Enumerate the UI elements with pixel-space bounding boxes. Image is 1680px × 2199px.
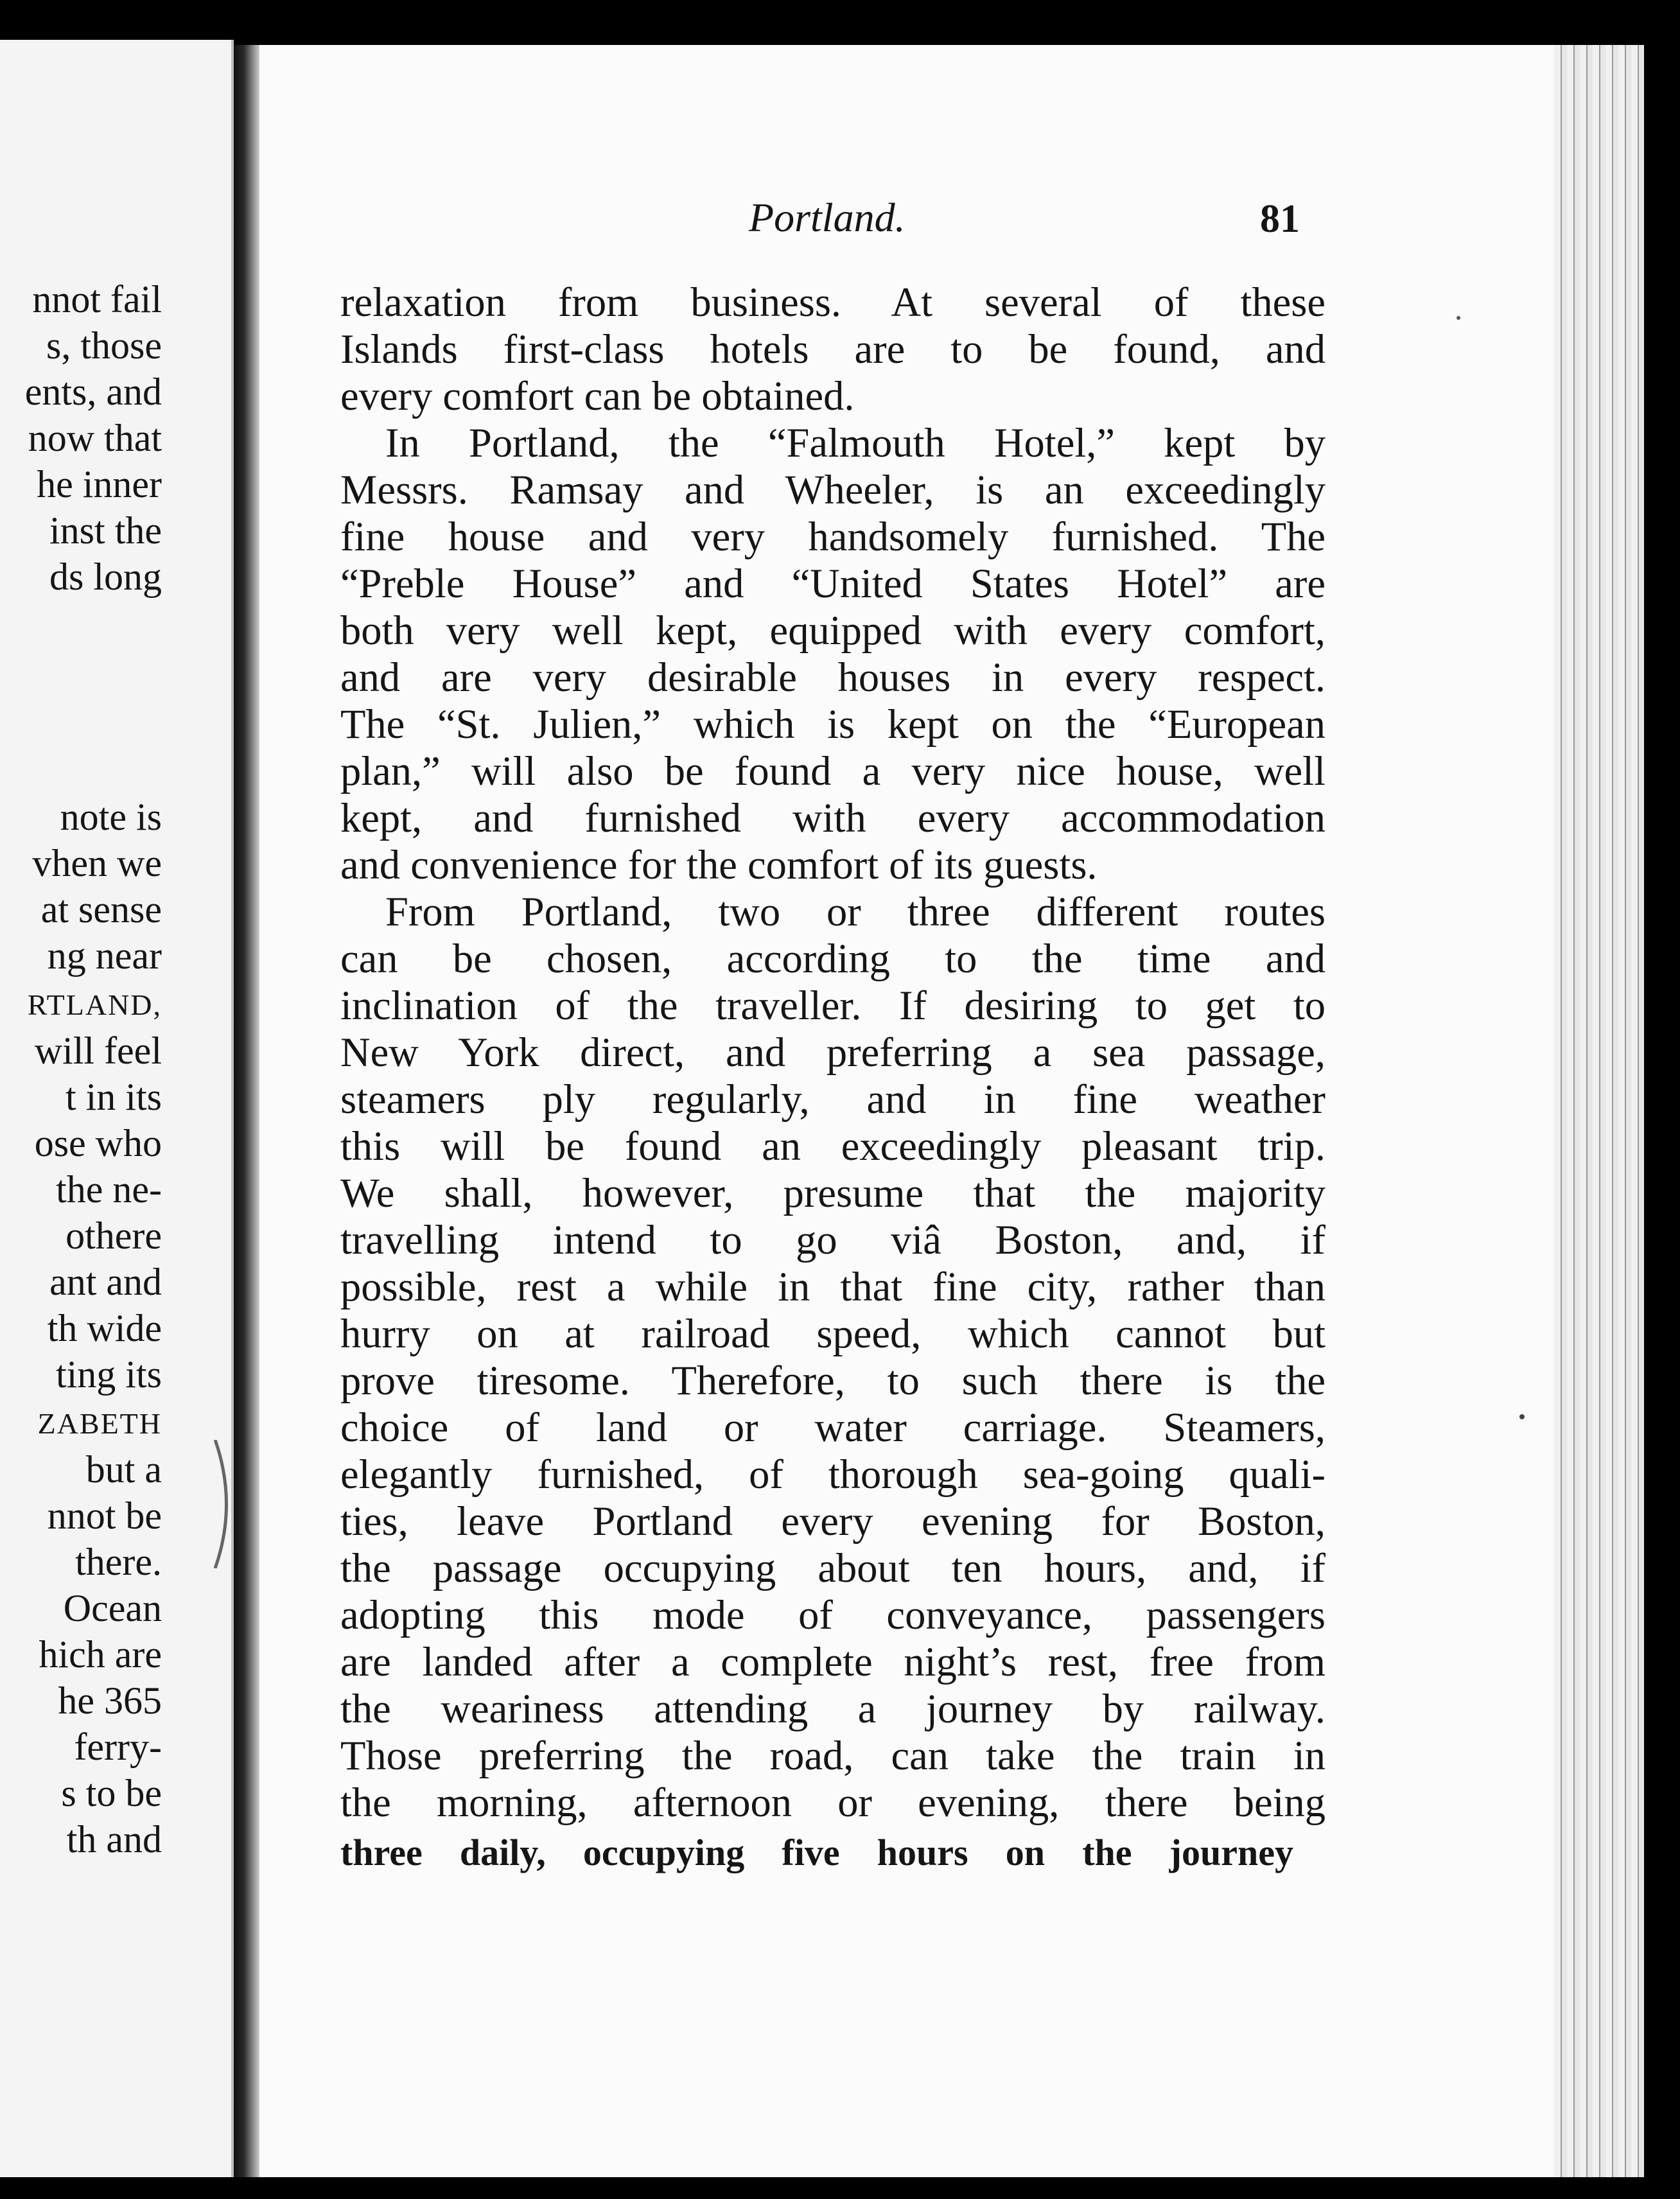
text-line: every comfort can be obtained. bbox=[340, 373, 855, 419]
left-line: ant and bbox=[49, 1261, 162, 1303]
left-line: ting its bbox=[55, 1353, 162, 1396]
text-line: kept, and furnished with every accommodation bbox=[340, 795, 1326, 841]
left-line: there. bbox=[75, 1541, 162, 1583]
left-line: RTLAND, bbox=[27, 988, 162, 1021]
text-line: steamers ply regularly, and in fine weather bbox=[340, 1076, 1326, 1122]
text-line: Those preferring the road, can take the train in bbox=[340, 1733, 1326, 1778]
scan-background-right bbox=[1644, 0, 1680, 2199]
left-line: ents, and bbox=[24, 371, 162, 413]
left-line: at sense bbox=[40, 888, 162, 931]
text-line: the weariness attending a journey by railway. bbox=[340, 1686, 1326, 1731]
scan-speck bbox=[1457, 316, 1460, 320]
text-line: The “St. Julien,” which is kept on the “European bbox=[340, 701, 1326, 747]
left-line: note is bbox=[60, 796, 162, 838]
left-line: nnot fail bbox=[32, 278, 162, 320]
text-line: elegantly furnished, of thorough sea-going quali- bbox=[340, 1451, 1326, 1497]
left-line: othere bbox=[66, 1214, 162, 1257]
bracket-mark-icon bbox=[212, 1440, 234, 1568]
text-line: the morning, afternoon or evening, there being bbox=[340, 1780, 1326, 1825]
scan-background-top bbox=[0, 0, 1680, 45]
text-line: We shall, however, presume that the majority bbox=[340, 1170, 1326, 1216]
text-line: In Portland, the “Falmouth Hotel,” kept by bbox=[385, 420, 1326, 466]
left-line: Ocean bbox=[63, 1587, 162, 1629]
text-line: choice of land or water carriage. Steamers, bbox=[340, 1405, 1326, 1450]
left-line: vhen we bbox=[32, 842, 162, 884]
text-line: the passage occupying about ten hours, and, if bbox=[340, 1545, 1326, 1591]
text-line: can be chosen, according to the time and bbox=[340, 936, 1326, 981]
left-line: but a bbox=[85, 1448, 162, 1491]
left-line: t in its bbox=[65, 1076, 162, 1118]
text-line: are landed after a complete night’s rest, free from bbox=[340, 1639, 1326, 1685]
left-line: ose who bbox=[34, 1122, 162, 1164]
left-line: nnot be bbox=[47, 1494, 162, 1537]
text-line: plan,” will also be found a very nice house, well bbox=[340, 748, 1326, 794]
text-line: and convenience for the comfort of its guests. bbox=[340, 842, 1098, 888]
text-line: travelling intend to go viâ Boston, and, if bbox=[340, 1217, 1326, 1263]
text-line: Messrs. Ramsay and Wheeler, is an exceedingly bbox=[340, 467, 1326, 513]
left-facing-page bbox=[0, 40, 234, 2185]
text-line: both very well kept, equipped with every comfort, bbox=[340, 608, 1326, 653]
left-line: ng near bbox=[47, 934, 162, 977]
left-line: hich are bbox=[39, 1633, 162, 1676]
text-line: inclination of the traveller. If desiring to get to bbox=[340, 983, 1326, 1028]
text-line: From Portland, two or three different routes bbox=[385, 889, 1326, 934]
text-line: and are very desirable houses in every respect. bbox=[340, 654, 1326, 700]
scan-background-bottom bbox=[0, 2177, 1680, 2199]
left-line: he inner bbox=[37, 463, 162, 505]
book-gutter bbox=[234, 45, 259, 2184]
text-line: “Preble House” and “United States Hotel” are bbox=[340, 561, 1326, 606]
text-line: hurry on at railroad speed, which cannot but bbox=[340, 1311, 1326, 1356]
left-line: s, those bbox=[46, 324, 162, 367]
running-head: Portland. bbox=[749, 195, 906, 240]
text-line: adopting this mode of conveyance, passengers bbox=[340, 1592, 1326, 1638]
text-line: prove tiresome. Therefore, to such there is the bbox=[340, 1358, 1326, 1403]
page-edges bbox=[1554, 45, 1649, 2180]
left-line: s to be bbox=[61, 1772, 162, 1814]
text-line: ties, leave Portland every evening for Boston, bbox=[340, 1498, 1326, 1544]
text-line: fine house and very handsomely furnished. The bbox=[340, 514, 1326, 559]
text-line: this will be found an exceedingly pleasant trip. bbox=[340, 1123, 1326, 1169]
page-number: 81 bbox=[1260, 197, 1300, 241]
text-line: New York direct, and preferring a sea passage, bbox=[340, 1029, 1326, 1075]
text-line: possible, rest a while in that fine city, rather than bbox=[340, 1264, 1326, 1310]
left-line: will feel bbox=[34, 1029, 162, 1072]
left-line: ferry- bbox=[74, 1726, 162, 1768]
left-line: ZABETH bbox=[37, 1407, 162, 1440]
text-line: three daily, occupying five hours on the journey bbox=[340, 1832, 1293, 1873]
left-line: he 365 bbox=[58, 1679, 162, 1722]
left-line: now that bbox=[28, 417, 162, 459]
text-line: Islands first-class hotels are to be found, and bbox=[340, 326, 1326, 372]
left-line: th and bbox=[66, 1818, 162, 1861]
left-line: the ne- bbox=[56, 1168, 162, 1211]
text-line: relaxation from business. At several of these bbox=[340, 279, 1326, 325]
left-line: inst the bbox=[49, 509, 162, 552]
left-line: th wide bbox=[47, 1307, 162, 1349]
scan-speck bbox=[1519, 1414, 1525, 1419]
left-line: ds long bbox=[49, 556, 162, 598]
